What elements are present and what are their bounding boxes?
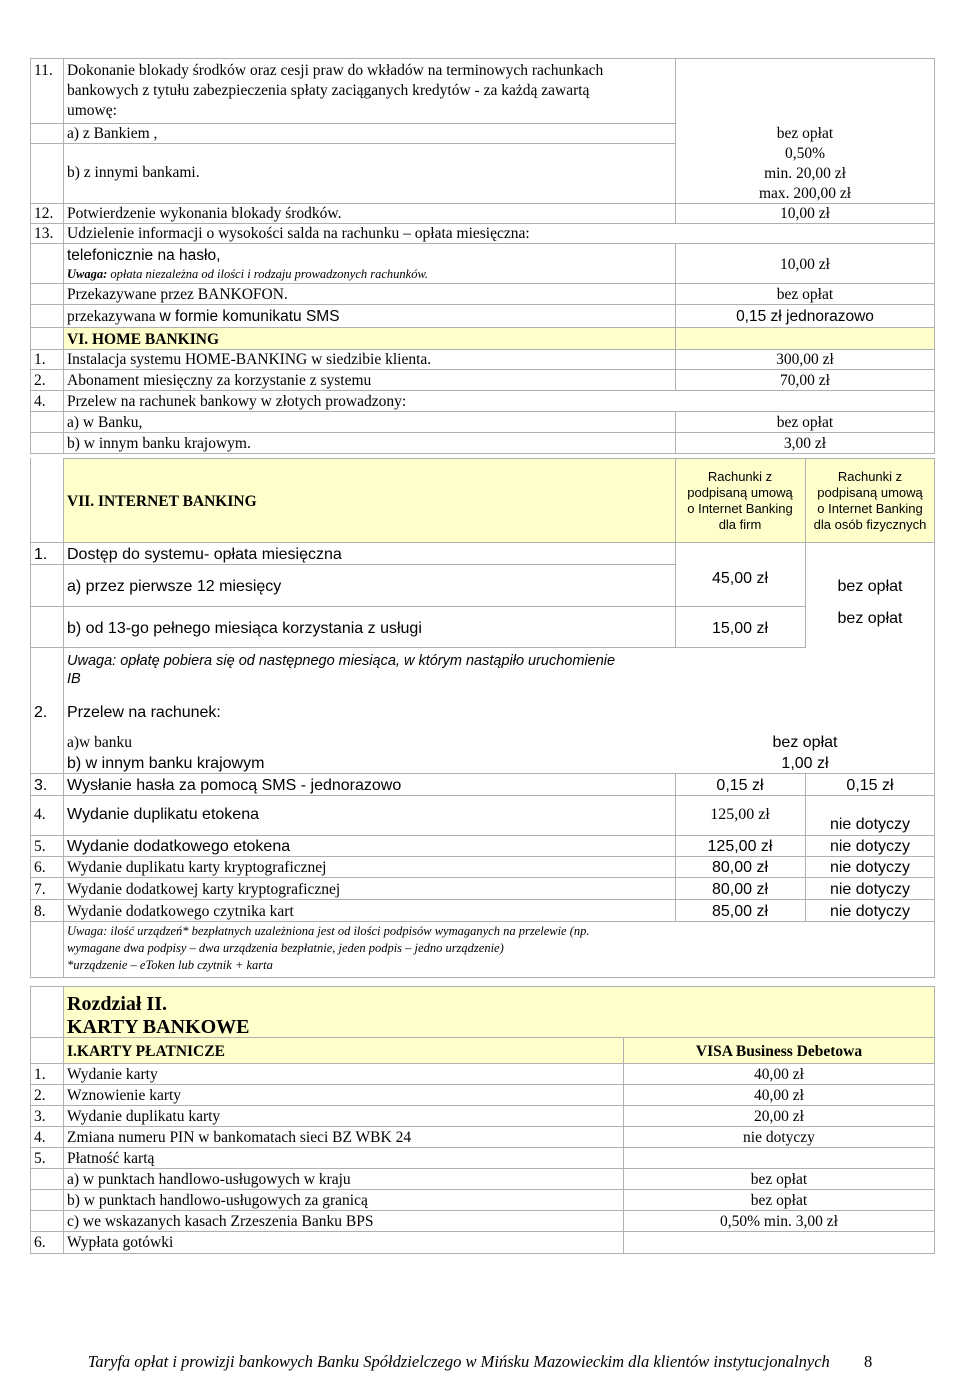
value-individuals: bez opłat (837, 610, 903, 627)
vii-row-7 (30, 878, 935, 900)
row-label: Przelew na rachunek bankowy w złotych prowadzony: (67, 393, 407, 410)
value-with-bank: bez opłat (776, 125, 834, 142)
column-header-individuals (805, 469, 935, 533)
row-number: 11. (34, 62, 53, 79)
column-header-firms (675, 469, 805, 533)
row-label: b) w punktach handlowo-usługowych za granicą (67, 1192, 368, 1209)
row-number: 4. (34, 806, 46, 823)
row-number: 3. (34, 1108, 46, 1125)
row-number: 5. (34, 838, 46, 855)
row-label: Przelew na rachunek: (67, 704, 221, 721)
value-firms: 125,00 zł (710, 806, 770, 823)
chapter-ii-heading (30, 986, 935, 1038)
row-number: 8. (34, 903, 46, 920)
section-title: I.KARTY PŁATNICZE (67, 1043, 225, 1060)
header-line: o Internet Banking (817, 501, 923, 516)
value-firms: 45,00 zł (711, 570, 769, 587)
sms-label-a: przekazywana (67, 308, 160, 325)
cards-row-5b (30, 1190, 935, 1211)
vii-note (30, 648, 935, 693)
vii-notes (30, 922, 935, 978)
row-number: 12. (34, 205, 54, 222)
row-value: 3,00 zł (783, 435, 827, 452)
row-number: 1. (34, 351, 46, 368)
section-11-line-2: bankowych z tytułu zabezpieczenia spłaty zaciąganych kredytów - za każdą zawartą (67, 82, 590, 99)
row-value: 0,50% min. 3,00 zł (720, 1213, 838, 1230)
phone-value: 10,00 zł (780, 256, 830, 273)
row-label: b) od 13-go pełnego miesiąca korzystania z usługi (67, 620, 422, 637)
row-label: a) w Banku, (67, 414, 143, 431)
vii-row-3 (30, 774, 935, 796)
vi-row-1 (30, 350, 935, 370)
note-text: opłata niezależna od ilości i rodzaju prowadzonych rachunków. (107, 267, 428, 281)
row-value: 1,00 zł (781, 755, 829, 772)
row-11-a (30, 124, 935, 144)
page-number: 8 (864, 1352, 873, 1371)
row-number: 4. (34, 1129, 46, 1146)
section-title: VII. INTERNET BANKING (67, 493, 257, 510)
sms-label (67, 307, 340, 326)
value-firms: 80,00 zł (711, 881, 769, 898)
row-label: Wydanie karty (67, 1066, 158, 1083)
section-vi-heading (30, 328, 935, 350)
value-firms: 15,00 zł (711, 620, 769, 637)
note-bold: Uwaga: (67, 267, 108, 281)
row-number: 13. (34, 225, 54, 242)
bankofon-label: Przekazywane przez BANKOFON. (67, 286, 288, 303)
value-min: min. 20,00 zł (764, 165, 846, 182)
note-line: Uwaga: opłatę pobiera się od następnego miesiąca, w którym nastąpiło uruchomienie (67, 653, 616, 669)
note-line: *urządzenie – eToken lub czytnik + karta (67, 958, 273, 972)
row-label: b) w innym banku krajowym (67, 755, 265, 772)
vii-row-5 (30, 836, 935, 857)
value-percent: 0,50% (784, 145, 826, 162)
header-line: Rachunki z (837, 469, 903, 484)
header-line: dla osób fizycznych (813, 517, 927, 532)
row-label: a)w banku (67, 734, 132, 751)
section-11-line-3: umowę: (67, 102, 117, 119)
header-line: podpisaną umową (687, 485, 793, 500)
row-value: 40,00 zł (754, 1066, 804, 1083)
phone-note (67, 267, 428, 282)
vii-row-2b (30, 753, 935, 774)
row-number: 2. (34, 1087, 46, 1104)
row-value: 20,00 zł (754, 1108, 804, 1125)
row-number: 6. (34, 859, 46, 876)
cards-row-6 (30, 1232, 935, 1254)
row-label: Abonament miesięczny za korzystanie z systemu (67, 372, 372, 389)
row-value: bez opłat (750, 1192, 808, 1209)
row-label: a) przez pierwsze 12 miesięcy (67, 578, 282, 595)
row-label: Wydanie dodatkowego etokena (67, 838, 291, 855)
footer-text: Taryfa opłat i prowizji bankowych Banku Spółdzielczego w Mińsku Mazowieckim dla klientów instytucjonalnych (87, 1352, 830, 1371)
row-number: 4. (34, 393, 46, 410)
value-individuals: bez opłat (837, 578, 903, 595)
row-label: Udzielenie informacji o wysokości salda na rachunku – opłata miesięczna: (67, 225, 530, 242)
value-firms: 85,00 zł (711, 903, 769, 920)
vi-row-4a (30, 412, 935, 433)
row-number: 5. (34, 1150, 46, 1167)
row-label: Potwierdzenie wykonania blokady środków. (67, 205, 342, 222)
vii-row-1b (30, 607, 935, 648)
vii-row-1a (30, 565, 935, 607)
row-label: Instalacja systemu HOME-BANKING w siedzibie klienta. (67, 351, 432, 368)
section-vii-heading (30, 458, 935, 543)
label-other-banks: b) z innymi bankami. (67, 164, 200, 181)
header-line: o Internet Banking (687, 501, 793, 516)
chapter-title: Rozdział II. (67, 993, 167, 1015)
column-header: VISA Business Debetowa (695, 1043, 863, 1060)
note-line: IB (67, 671, 81, 687)
header-line: Rachunki z (707, 469, 773, 484)
row-12 (30, 204, 935, 224)
page-footer (0, 1352, 960, 1372)
cards-row-2 (30, 1085, 935, 1106)
row-label: Wypłata gotówki (67, 1234, 174, 1251)
vii-row-2 (30, 693, 935, 733)
row-label: Wydanie duplikatu karty (67, 1108, 221, 1125)
bankofon-value: bez opłat (776, 286, 834, 303)
row-number: 1. (34, 1066, 46, 1083)
row-label: Płatność kartą (67, 1150, 155, 1167)
row-13-phone (30, 244, 935, 284)
label-with-bank: a) z Bankiem , (67, 125, 158, 142)
vii-row-4 (30, 796, 935, 836)
cards-row-5c (30, 1211, 935, 1232)
row-number: 3. (34, 777, 48, 794)
row-label: b) w innym banku krajowym. (67, 435, 251, 452)
value-individuals: nie dotyczy (829, 881, 911, 898)
header-line: dla firm (718, 517, 762, 532)
row-13 (30, 224, 935, 244)
value-individuals: 0,15 zł (846, 777, 894, 794)
value-firms: 0,15 zł (716, 777, 764, 794)
value-individuals: nie dotyczy (829, 903, 911, 920)
row-value: bez opłat (776, 414, 834, 431)
row-13-sms (30, 305, 935, 328)
note-line: wymagane dwa podpisy – dwa urządzenia bezpłatnie, jeden podpis – jedno urządzenie) (67, 941, 504, 955)
cards-row-1 (30, 1064, 935, 1085)
row-value: 10,00 zł (780, 205, 830, 222)
row-number: 2. (34, 372, 46, 389)
row-label: Dostęp do systemu- opłata miesięczna (67, 546, 342, 563)
row-value: 300,00 zł (776, 351, 834, 368)
value-firms: 80,00 zł (711, 859, 769, 876)
row-13-bankofon (30, 284, 935, 305)
row-label: Wydanie duplikatu etokena (67, 806, 259, 823)
header-line: podpisaną umową (817, 485, 923, 500)
cards-row-5a (30, 1169, 935, 1190)
value-individuals: nie dotyczy (829, 816, 911, 833)
section-11-line-1: Dokonanie blokady środków oraz cesji praw do wkładów na terminowych rachunkach (67, 62, 604, 79)
row-value: 70,00 zł (780, 372, 830, 389)
sms-label-b: w formie komunikatu SMS (159, 308, 340, 325)
value-individuals: nie dotyczy (829, 859, 911, 876)
vii-row-1 (30, 543, 935, 565)
row-label: Wydanie duplikatu karty kryptograficznej (67, 859, 327, 876)
row-label: c) we wskazanych kasach Zrzeszenia Banku BPS (67, 1213, 374, 1230)
row-label: Wysłanie hasła za pomocą SMS - jednorazowo (67, 777, 402, 794)
row-label: Zmiana numeru PIN w bankomatach sieci BZ WBK 24 (67, 1129, 412, 1146)
section-title: VI. HOME BANKING (67, 331, 219, 348)
row-label: Wznowienie karty (67, 1087, 182, 1104)
row-value: 40,00 zł (754, 1087, 804, 1104)
chapter-subtitle: KARTY BANKOWE (67, 1016, 250, 1038)
note-line: Uwaga: ilość urządzeń* bezpłatnych uzależniona jest od ilości podpisów wymaganych na przelewie (np. (67, 924, 590, 938)
row-number: 1. (34, 546, 48, 563)
row-value: nie dotyczy (743, 1129, 815, 1146)
value-individuals: nie dotyczy (829, 838, 911, 855)
cards-row-3 (30, 1106, 935, 1127)
value-firms: 125,00 zł (707, 838, 773, 855)
row-label: a) w punktach handlowo-usługowych w kraju (67, 1171, 351, 1188)
row-number: 7. (34, 881, 46, 898)
cards-row-4 (30, 1127, 935, 1148)
row-value: bez opłat (772, 734, 838, 751)
vii-row-8 (30, 900, 935, 922)
sms-value: 0,15 zł jednorazowo (736, 308, 874, 325)
row-label: Wydanie dodatkowej karty kryptograficznej (67, 881, 341, 898)
cards-header-row (30, 1038, 935, 1064)
cards-row-5 (30, 1148, 935, 1169)
row-11-b (30, 144, 935, 204)
vi-row-2 (30, 370, 935, 391)
row-number: 2. (34, 704, 48, 721)
vii-row-2a (30, 733, 935, 753)
row-11 (30, 58, 935, 124)
phone-label: telefonicznie na hasło, (67, 247, 221, 264)
vi-row-4b (30, 433, 935, 454)
vi-row-4 (30, 391, 935, 412)
row-label: Wydanie dodatkowego czytnika kart (67, 903, 294, 920)
vii-row-6 (30, 857, 935, 878)
value-max: max. 200,00 zł (758, 185, 852, 202)
row-number: 6. (34, 1234, 46, 1251)
row-value: bez opłat (750, 1171, 808, 1188)
